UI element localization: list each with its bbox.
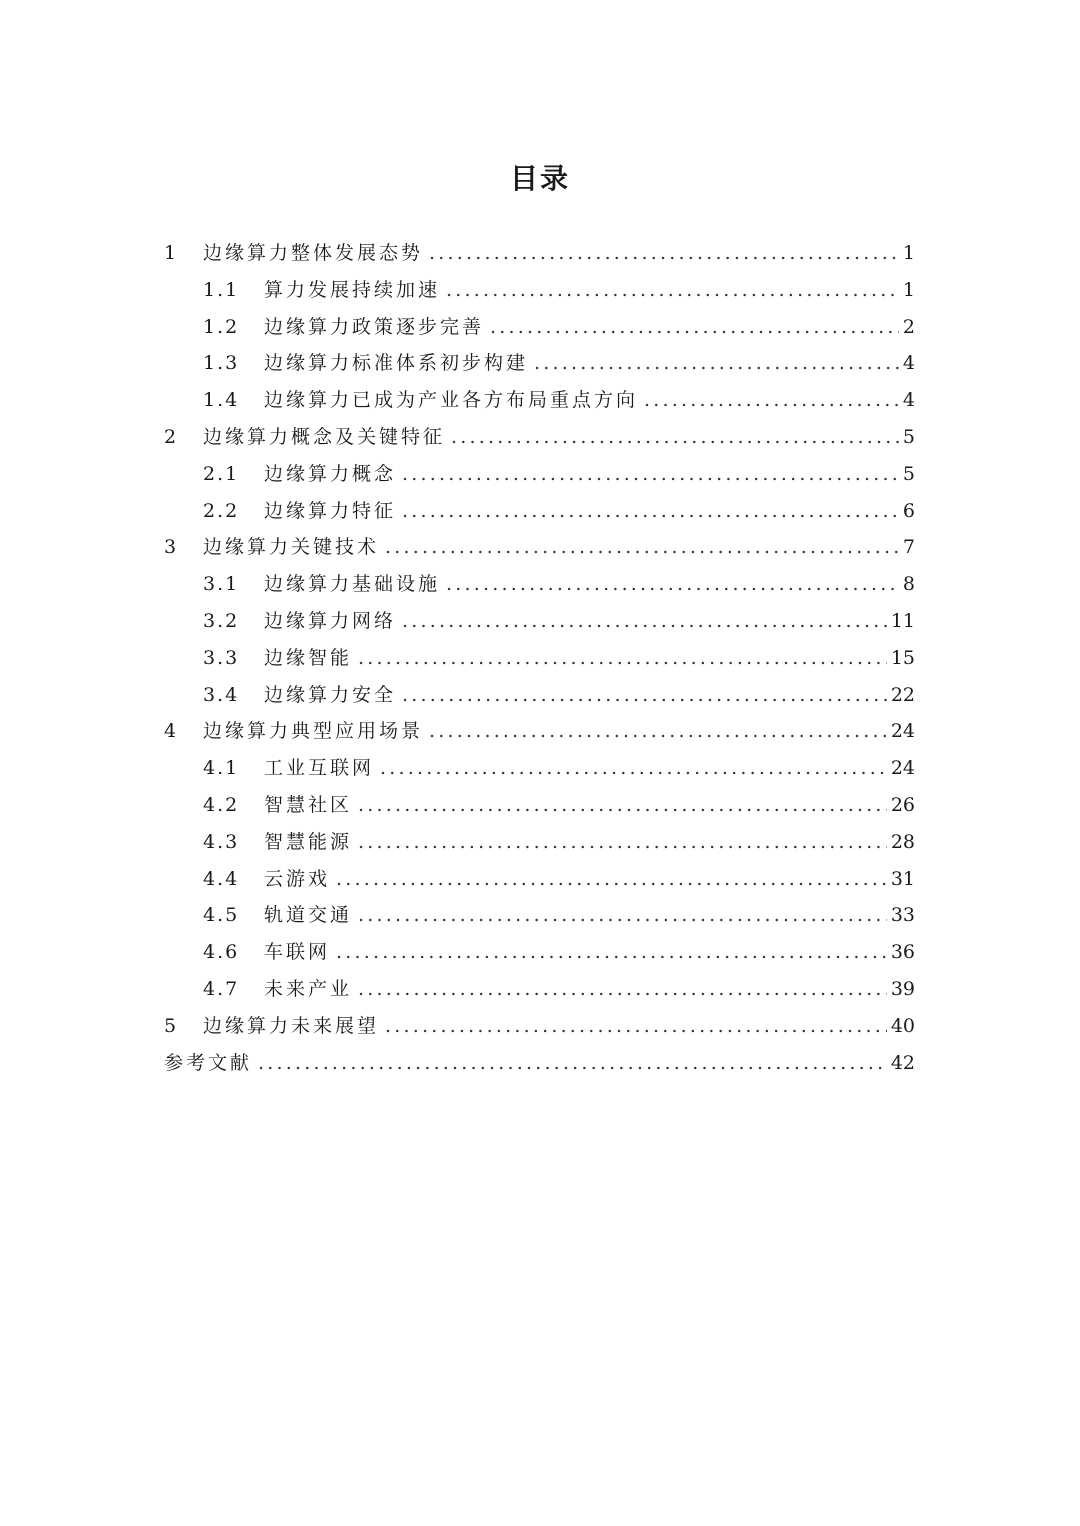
toc-entry-page: 1 [902, 278, 915, 301]
toc-entry[interactable] [164, 1045, 915, 1082]
toc-entry-number: 4.6 [203, 941, 240, 964]
toc-entry-title: 边缘算力整体发展态势 [203, 242, 424, 264]
toc-dot-leader [385, 1008, 887, 1045]
toc-entry-number: 3.3 [203, 646, 240, 669]
toc-entry-page: 24 [890, 757, 915, 780]
toc-entry-number: 4 [164, 720, 180, 743]
toc-dot-leader [402, 677, 887, 714]
toc-entry-title: 智慧社区 [264, 793, 353, 816]
toc-entry-page: 8 [902, 573, 915, 596]
toc-entry-page: 36 [890, 941, 915, 964]
toc-entry-page: 31 [890, 867, 915, 890]
toc-dot-leader [429, 713, 887, 750]
toc-entry-number: 3 [164, 536, 180, 559]
toc-entry[interactable] [164, 566, 915, 603]
toc-entry[interactable] [164, 529, 915, 566]
toc-dot-leader [385, 529, 899, 566]
toc-entry-title: 边缘算力未来展望 [203, 1014, 380, 1037]
toc-entry-title: 参考文献 [164, 1051, 253, 1074]
toc-entry[interactable] [164, 382, 915, 419]
toc-entry-page: 22 [890, 683, 915, 706]
toc-entry-title: 云游戏 [264, 867, 331, 890]
toc-entry-title: 边缘算力标准体系初步构建 [264, 352, 529, 375]
toc-entry-number: 5 [164, 1014, 180, 1037]
toc-dot-leader [402, 456, 899, 493]
toc-entry[interactable] [164, 456, 915, 493]
toc-entry-title: 边缘算力关键技术 [203, 536, 380, 559]
toc-entry[interactable] [164, 272, 915, 309]
toc-entry-title: 边缘算力特征 [264, 499, 397, 522]
toc-entry-page: 4 [902, 389, 915, 412]
toc-entry-page: 1 [902, 242, 915, 264]
toc-entry[interactable] [164, 345, 915, 382]
toc-entry-page: 28 [890, 830, 915, 853]
toc-dot-leader [451, 419, 899, 456]
toc-dot-leader [358, 971, 887, 1008]
toc-entry[interactable] [164, 1008, 915, 1045]
toc-dot-leader [402, 493, 899, 530]
toc-entry-number: 4.3 [203, 830, 240, 853]
toc-entry-number: 1.4 [203, 389, 240, 412]
toc-entry[interactable] [164, 419, 915, 456]
toc-dot-leader [358, 787, 887, 824]
toc-entry-page: 2 [902, 315, 915, 338]
toc-entry-page: 6 [902, 499, 915, 522]
toc-entry-number: 4.7 [203, 977, 240, 1000]
toc-entry-page: 40 [890, 1014, 915, 1037]
toc-entry[interactable] [164, 897, 915, 934]
toc-entry-number: 1.2 [203, 315, 240, 338]
toc-entry-number: 2.1 [203, 462, 240, 485]
toc-entry-title: 算力发展持续加速 [264, 278, 441, 301]
toc-entry-number: 2 [164, 425, 180, 448]
toc-dot-leader [258, 1045, 887, 1082]
toc-entry-number: 3.2 [203, 609, 240, 632]
toc-entry-title: 边缘算力概念 [264, 462, 397, 485]
toc-entry-title: 智慧能源 [264, 830, 353, 853]
toc-entry-number: 1 [164, 242, 180, 264]
toc-entry-title: 边缘算力概念及关键特征 [203, 425, 446, 448]
toc-dot-leader [358, 897, 887, 934]
toc-entry-title: 边缘智能 [264, 646, 353, 669]
toc-dot-leader [358, 824, 887, 861]
toc-entry-number: 4.4 [203, 867, 240, 890]
toc-entry-page: 26 [890, 793, 915, 816]
toc-dot-leader [644, 382, 899, 419]
toc-dot-leader [402, 603, 887, 640]
page-title: 目录 [509, 161, 570, 195]
toc-entry-page: 24 [890, 720, 915, 743]
toc-entry-page: 15 [890, 646, 915, 669]
toc-entry-number: 2.2 [203, 499, 240, 522]
toc-entry-page: 42 [890, 1051, 915, 1074]
toc-entry[interactable] [164, 750, 915, 787]
toc-entry-number: 1.1 [203, 278, 240, 301]
toc-entry-page: 33 [890, 904, 915, 927]
toc-entry-title: 未来产业 [264, 977, 353, 1000]
toc-dot-leader [534, 345, 899, 382]
toc-entry[interactable] [164, 640, 915, 677]
toc-entry[interactable] [164, 934, 915, 971]
toc-entry-page: 11 [890, 609, 915, 632]
toc-entry-title: 边缘算力基础设施 [264, 573, 441, 596]
toc-entry-page: 5 [902, 425, 915, 448]
toc-entry[interactable] [164, 787, 915, 824]
toc-dot-leader [336, 861, 887, 898]
toc-entry-page: 7 [902, 536, 915, 559]
toc-entry-page: 5 [902, 462, 915, 485]
toc-dot-leader [358, 640, 887, 677]
toc-dot-leader [429, 235, 899, 272]
toc-entry-number: 1.3 [203, 352, 240, 375]
toc-entry-title: 工业互联网 [264, 757, 375, 780]
toc-dot-leader [446, 272, 899, 309]
toc-entry-title: 轨道交通 [264, 904, 353, 927]
toc-entry-title: 边缘算力政策逐步完善 [264, 315, 485, 338]
toc-entry[interactable] [164, 309, 915, 346]
toc-entry[interactable] [164, 677, 915, 714]
toc-dot-leader [336, 934, 887, 971]
toc-entry-title: 边缘算力网络 [264, 609, 397, 632]
toc-entry[interactable] [164, 971, 915, 1008]
toc-dot-leader [446, 566, 899, 603]
toc-entry-number: 4.5 [203, 904, 240, 927]
toc-entry-number: 4.1 [203, 757, 240, 780]
toc-entry-number: 4.2 [203, 793, 240, 816]
toc-entry[interactable] [164, 493, 915, 530]
toc-entry[interactable] [164, 603, 915, 640]
toc-entry[interactable] [164, 713, 915, 750]
toc-entry-page: 4 [902, 352, 915, 375]
toc-entry-title: 边缘算力安全 [264, 683, 397, 706]
toc-entry-title: 边缘算力已成为产业各方布局重点方向 [264, 389, 639, 412]
toc-dot-leader [380, 750, 887, 787]
toc-entry-title: 边缘算力典型应用场景 [203, 720, 424, 743]
toc-entry-number: 3.1 [203, 573, 240, 596]
toc-entry[interactable] [164, 235, 915, 272]
toc-entry[interactable] [164, 861, 915, 898]
toc-dot-leader [490, 309, 899, 346]
toc-entry-title: 车联网 [264, 941, 331, 964]
toc-entry[interactable] [164, 824, 915, 861]
toc-entry-page: 39 [890, 977, 915, 1000]
toc-entry-number: 3.4 [203, 683, 240, 706]
table-of-contents [164, 235, 915, 1081]
